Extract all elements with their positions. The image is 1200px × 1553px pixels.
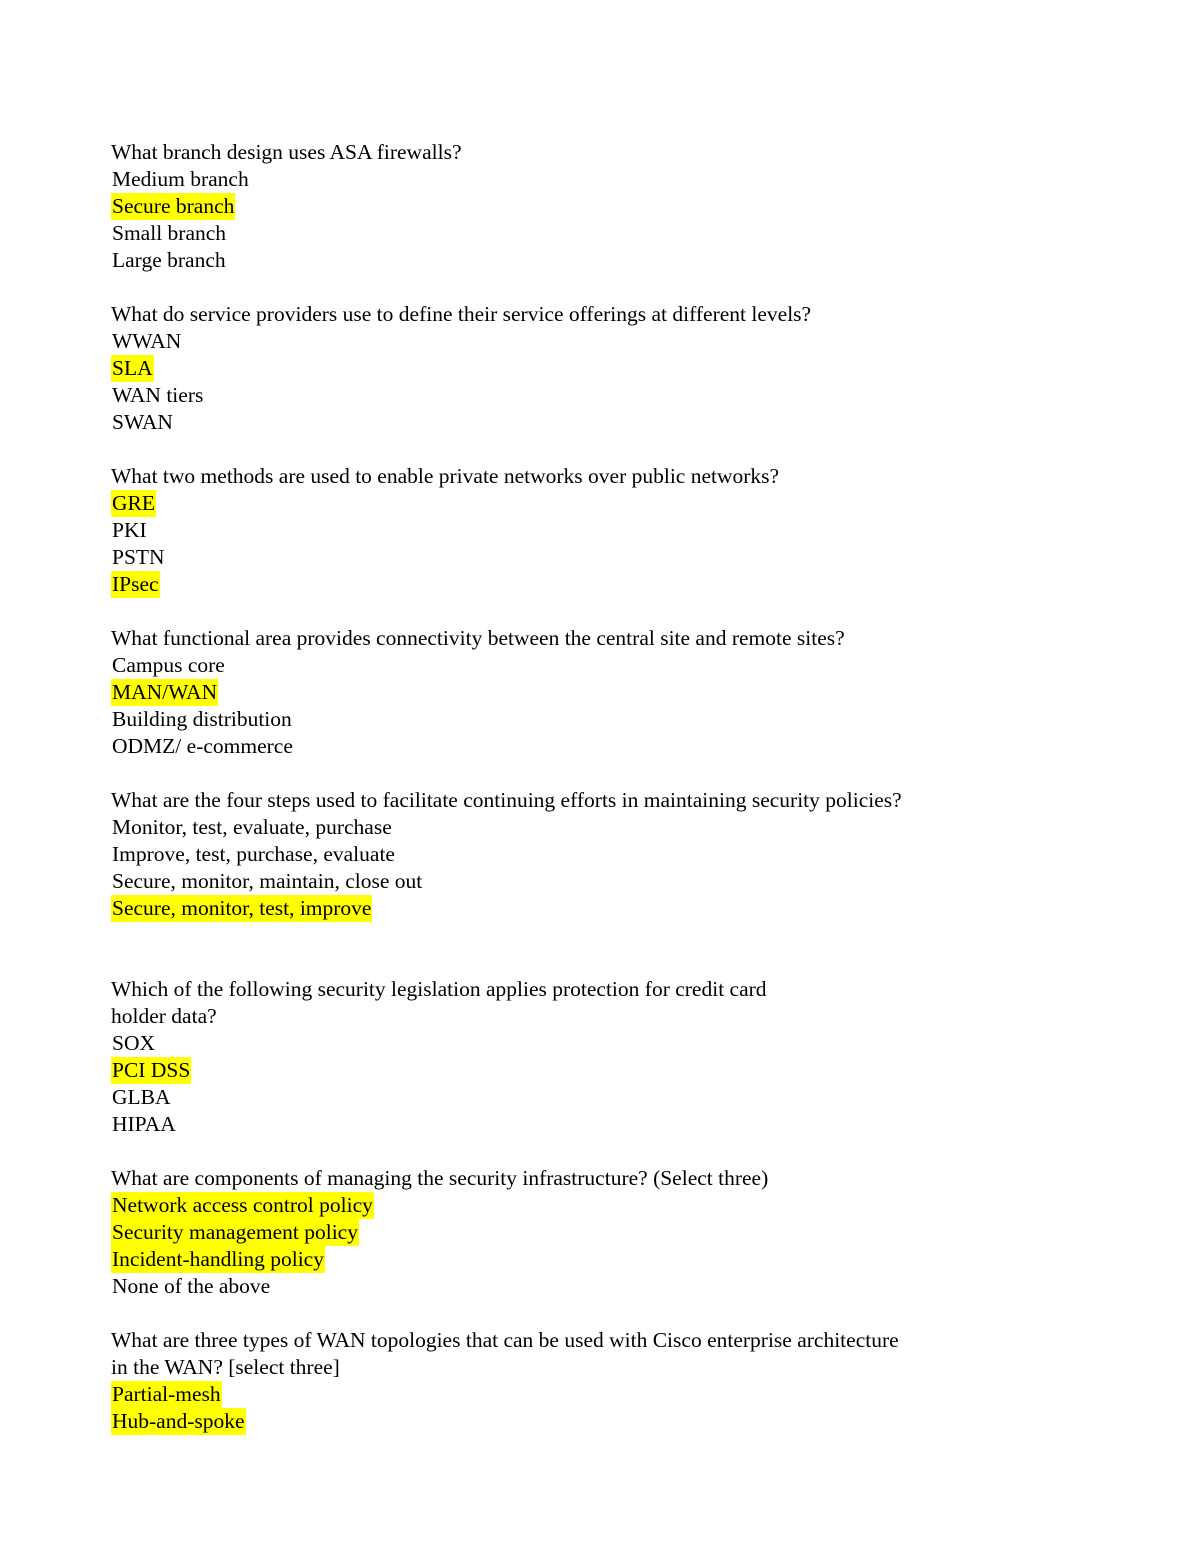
answer-option (111, 166, 1091, 193)
question-block (111, 139, 1091, 274)
answer-option-highlighted (111, 1408, 1091, 1435)
answer-option-highlighted (111, 1246, 1091, 1273)
answer-option-highlighted (111, 1381, 1091, 1408)
question-block (111, 976, 1091, 1138)
answer-option-text: Secure branch (112, 194, 235, 218)
answer-option-text: Building distribution (112, 707, 292, 731)
answer-option (111, 409, 1091, 436)
answer-option-text: Network access control policy (112, 1193, 373, 1217)
answer-option-text: PCI DSS (112, 1058, 191, 1082)
answer-option (111, 706, 1091, 733)
answer-option-text: Improve, test, purchase, evaluate (112, 842, 395, 866)
answer-option-highlighted (111, 193, 1091, 220)
answer-option-text: PKI (112, 518, 147, 542)
question-block (111, 1165, 1091, 1300)
question-text: What branch design uses ASA firewalls? (111, 140, 462, 164)
question-text: What are components of managing the security infrastructure? (Select three) (111, 1166, 769, 1190)
answer-option (111, 1111, 1091, 1138)
answer-option-text: SLA (112, 356, 153, 380)
answer-option-highlighted (111, 679, 1091, 706)
answer-option-text: Medium branch (112, 167, 249, 191)
answer-option-text: ODMZ/ e-commerce (112, 734, 293, 758)
answer-option-text: Small branch (112, 221, 227, 245)
answer-option-text: WWAN (112, 329, 182, 353)
answer-option-text: Security management policy (112, 1220, 358, 1244)
question-block (111, 787, 1091, 922)
answer-option-text: GRE (112, 491, 155, 515)
answer-option (111, 1030, 1091, 1057)
answer-option-text: IPsec (112, 572, 159, 596)
answer-option-text: Secure, monitor, test, improve (112, 896, 372, 920)
quiz-content (111, 139, 1091, 1462)
answer-option-text: Incident-handling policy (112, 1247, 324, 1271)
answer-option (111, 328, 1091, 355)
answer-option-text: SOX (112, 1031, 156, 1055)
answer-option (111, 517, 1091, 544)
answer-option (111, 841, 1091, 868)
question-text: What two methods are used to enable private networks over public networks? (111, 464, 780, 488)
answer-option-text: PSTN (112, 545, 165, 569)
answer-option-highlighted (111, 571, 1091, 598)
answer-option (111, 220, 1091, 247)
question-text: What functional area provides connectivity between the central site and remote sites? (111, 626, 845, 650)
question-block (111, 301, 1091, 436)
answer-option-highlighted (111, 1192, 1091, 1219)
answer-option-text: Monitor, test, evaluate, purchase (112, 815, 392, 839)
answer-option (111, 1273, 1091, 1300)
question-text: What do service providers use to define their service offerings at different levels? (111, 302, 812, 326)
answer-option-text: Hub-and-spoke (112, 1409, 245, 1433)
answer-option-text: WAN tiers (112, 383, 204, 407)
answer-option-text: GLBA (112, 1085, 171, 1109)
answer-option-highlighted (111, 355, 1091, 382)
answer-option-text: Partial-mesh (112, 1382, 221, 1406)
answer-option (111, 814, 1091, 841)
answer-option (111, 733, 1091, 760)
answer-option-highlighted (111, 1057, 1091, 1084)
answer-option-highlighted (111, 490, 1091, 517)
question-text: Which of the following security legislation applies protection for credit card holder data? (111, 977, 767, 1028)
answer-option-text: None of the above (112, 1274, 271, 1298)
question-block (111, 1327, 1091, 1435)
answer-option (111, 544, 1091, 571)
answer-option-text: Secure, monitor, maintain, close out (112, 869, 423, 893)
question-text: What are three types of WAN topologies that can be used with Cisco enterprise architecture in the WAN? [select three] (111, 1328, 899, 1379)
answer-option-text: HIPAA (112, 1112, 176, 1136)
question-block (111, 625, 1091, 760)
answer-option-text: Campus core (112, 653, 225, 677)
answer-option-text: SWAN (112, 410, 173, 434)
answer-option (111, 382, 1091, 409)
answer-option-text: Large branch (112, 248, 226, 272)
answer-option (111, 247, 1091, 274)
question-block (111, 463, 1091, 598)
answer-option (111, 868, 1091, 895)
answer-option (111, 652, 1091, 679)
answer-option (111, 1084, 1091, 1111)
question-text: What are the four steps used to facilitate continuing efforts in maintaining security policies? (111, 788, 902, 812)
answer-option-highlighted (111, 895, 1091, 922)
answer-option-highlighted (111, 1219, 1091, 1246)
answer-option-text: MAN/WAN (112, 680, 218, 704)
